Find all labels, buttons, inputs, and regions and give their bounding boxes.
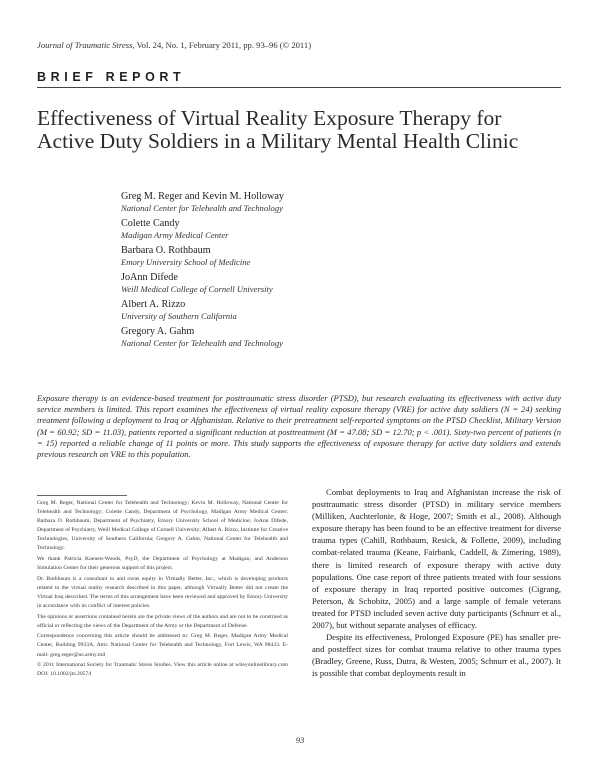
footnote-acknowledgments: We thank Patricia Koenen-Woods, PsyD, the Department of Psychology at Madigan; and Anderson Simulation Center for their generous support of this project.: [37, 556, 288, 572]
author-entry: [121, 272, 541, 299]
author-affiliation: National Center for Telehealth and Technology: [121, 338, 283, 348]
footnote-rule: [37, 495, 127, 496]
author-entry: [121, 326, 541, 353]
author-name: JoAnn Difede: [121, 272, 178, 283]
author-name: Colette Candy: [121, 218, 180, 229]
author-affiliation: University of Southern California: [121, 311, 237, 321]
author-name: Gregory A. Gahm: [121, 326, 195, 337]
author-affiliation: Weill Medical College of Cornell University: [121, 284, 273, 294]
author-entry: [121, 245, 541, 272]
header-rule: [37, 87, 561, 88]
author-entry: [121, 191, 541, 218]
author-entry: [121, 299, 541, 326]
abstract: [37, 393, 561, 460]
footnote-disclosure: Dr. Rothbaum is a consultant to and owns equity in Virtually Better, Inc., which is developing products related to the virtual reality research described in this paper, although Virtually Better did not create the Virtual Iraq described. The terms of this arrangement have been reviewed and approved by Emory University in accordance with its conflict of interest policies.: [37, 575, 288, 610]
author-entry: [121, 218, 541, 245]
section-label: BRIEF REPORT: [37, 70, 186, 84]
author-name: Albert A. Rizzo: [121, 299, 186, 310]
body-paragraph: Combat deployments to Iraq and Afghanistan increase the risk of posttraumatic stress disorder (PTSD) in military service members (Milliken, Auchterlonie, & Hoge, 2007; Smith et al., 2008). Although exposure therapy has been found to be an effective treatment for diverse trauma types (Cahill, Rothbaum, Resick, & Follette, 2009), including combat-related trauma (Keane, Fairbank, Caddell, & Zimering, 1989), there is limited research of exposure therapy with active duty populations. One case report of three patients treated with four sessions of exposure therapy in Iraq reported positive outcomes (Cigrang, Peterson, & Schobitz, 2005) and a large sample of female veterans treated for PTSD included seven active duty participants (Schnurr et al., 2007), but without separate analyses of efficacy.: [312, 487, 561, 631]
journal-citation: [37, 40, 311, 50]
journal-volume-info: , Vol. 24, No. 1, February 2011, pp. 93–96 (© 2011): [132, 40, 312, 50]
footnotes: [37, 499, 288, 681]
footnote-copyright: © 2011 International Society for Traumatic Stress Studies. View this article online at wileyonlinelibrary.com DOI: 10.1002/jts.20574: [37, 662, 288, 678]
page-number: 93: [295, 735, 305, 745]
author-affiliation: Madigan Army Medical Center: [121, 230, 229, 240]
body-column: [312, 486, 561, 680]
author-name: Barbara O. Rothbaum: [121, 245, 211, 256]
footnote-affiliations: Greg M. Reger, National Center for Telehealth and Technology; Kevin M. Holloway, National Center for Telehealth and Technology; Colette Candy, Department of Psychology, Madigan Army Medical Center; Barbara O. Rothbaum, Department of Psychiatry, Emory University School of Medicine; JoAnn Difede, Department of Psychiatry, Weill Medical College of Cornell University; Albert A. Rizzo, Institute for Creative Technologies, University of Southern California; Gregory A. Gahm, National Center for Telehealth and Technology.: [37, 500, 288, 552]
body-paragraph: Despite its effectiveness, Prolonged Exposure (PE) has smaller pre- and posteffect sizes for combat trauma relative to other trauma types (Bradley, Greene, Russ, Dutra, & Westen, 2005; Schnurr et al., 2007). It is possible that combat deployments result in: [312, 632, 561, 679]
author-affiliation: Emory University School of Medicine: [121, 257, 251, 267]
author-affiliation: National Center for Telehealth and Technology: [121, 203, 283, 213]
author-name: Greg M. Reger and Kevin M. Holloway: [121, 191, 284, 202]
footnote-disclaimer: The opinions or assertions contained herein are the private views of the authors and are not to be construed as official or reflecting the views of the Department of the Army or the Department of Defense.: [37, 613, 288, 629]
author-list: [121, 191, 541, 353]
footnote-correspondence: Correspondence concerning this article should be addressed to: Greg M. Reger, Madigan Army Medical Center, Building 9933A, Attn: National Center for Telehealth and Technology, Fort Lewis, WA 98433. E-mail: greg.reger@us.army.mil: [37, 633, 288, 658]
journal-name: Journal of Traumatic Stress: [37, 40, 133, 50]
article-title: Effectiveness of Virtual Reality Exposure Therapy for Active Duty Soldiers in a Military Mental Health Clinic: [37, 106, 519, 153]
abstract-text: Exposure therapy is an evidence-based treatment for posttraumatic stress disorder (PTSD), but research evaluating its effectiveness with active duty service members is limited. This report examines the effectiveness of virtual reality exposure therapy (VRE) for active duty soldiers (N = 24) seeking treatment following a deployment to Iraq or Afghanistan. Relative to their pretreatment self-reported symptoms on the PTSD Checklist, Military Version (M = 60.92; SD = 11.03), patients reported a significant reduction at posttreatment (M = 47.08; SD = 12.70; p < .001). Sixty-two percent of patients (n = 15) reported a reliable change of 11 points or more. This study supports the effectiveness of exposure therapy for active duty soldiers and extends previous research on VRE to this population.: [37, 393, 561, 460]
